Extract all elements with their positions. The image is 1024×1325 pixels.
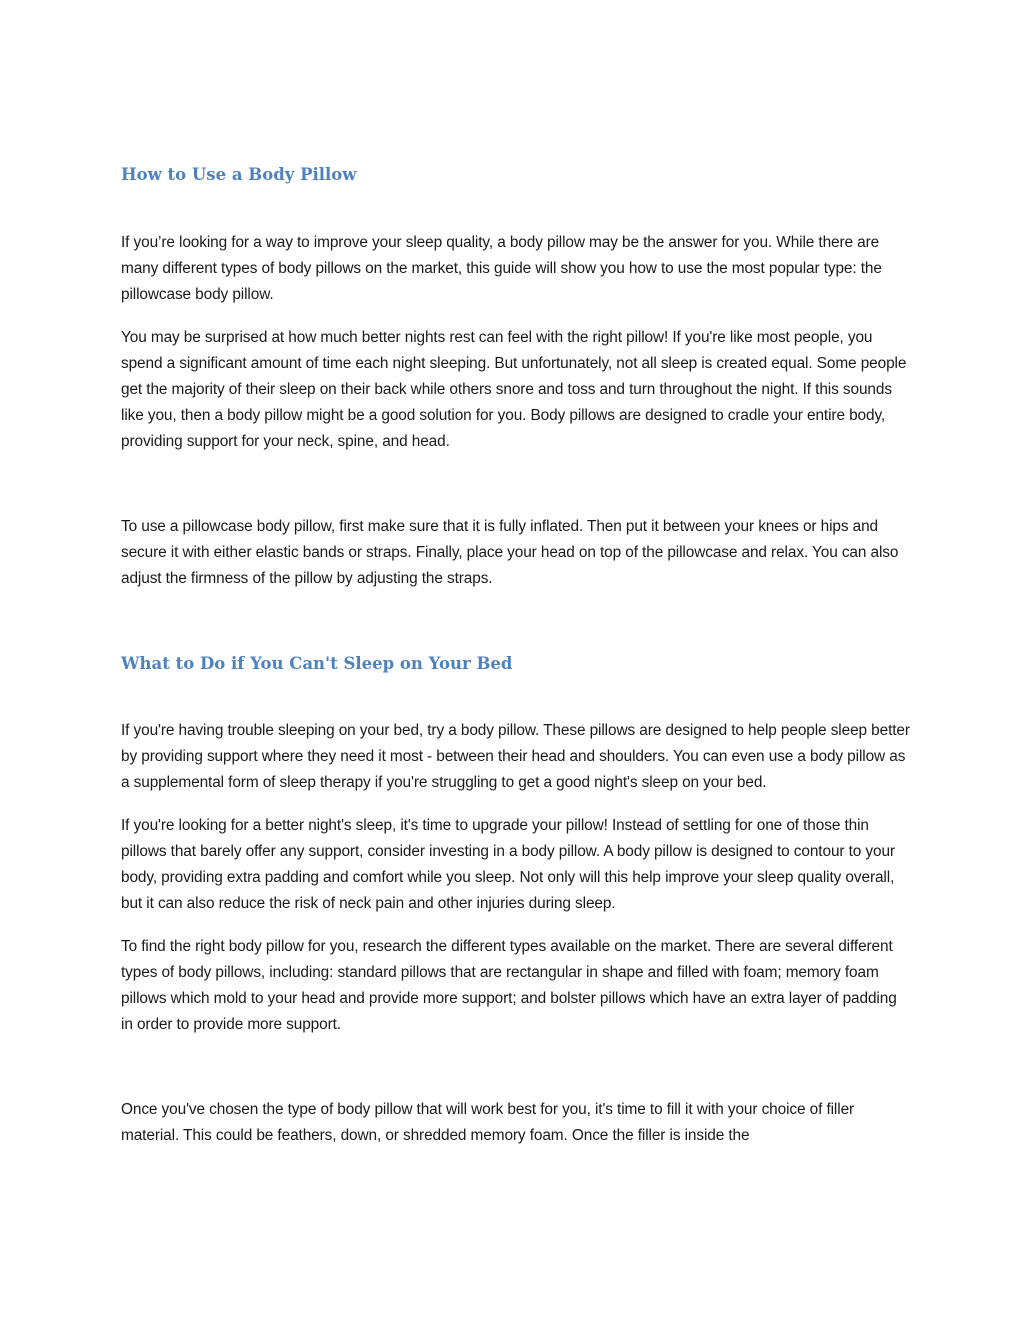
- document-body: [121, 160, 911, 1149]
- paragraph: If you're having trouble sleeping on your bed, try a body pillow. These pillows are designed to help people sleep better by providing support where they need it most - between their head and shoulders. You can even use a body pillow as a supplemental form of sleep therapy if you're struggling to get a good night's sleep on your bed.: [121, 722, 910, 791]
- paragraph: To find the right body pillow for you, research the different types available on the market. There are several different types of body pillows, including: standard pillows that are rectangular in shape and filled with foam; memory foam pillows which mold to your head and provide more support; and bolster pillows which have an extra layer of padding in order to provide more support.: [121, 938, 897, 1033]
- paragraph: If you’re looking for a way to improve your sleep quality, a body pillow may be the answer for you. While there are many different types of body pillows on the market, this guide will show you how to use the most popular type: the pillowcase body pillow.: [121, 234, 882, 303]
- paragraph: If you're looking for a better night's sleep, it's time to upgrade your pillow! Instead of settling for one of those thin pillows that barely offer any support, consider investing in a body pillow. A body pillow is designed to contour to your body, providing extra padding and comfort while you sleep. Not only will this help improve your sleep quality overall, but it can also reduce the risk of neck pain and other injuries during sleep.: [121, 817, 895, 912]
- paragraph: You may be surprised at how much better nights rest can feel with the right pillow! If you're like most people, you spend a significant amount of time each night sleeping. But unfortunately, not all sleep is created equal. Some people get the majority of their sleep on their back while others snore and toss and turn throughout the night. If this sounds like you, then a body pillow might be a good solution for you. Body pillows are designed to cradle your entire body, providing support for your neck, spine, and head.: [121, 329, 907, 450]
- paragraph: Once you've chosen the type of body pillow that will work best for you, it's time to fill it with your choice of filler material. This could be feathers, down, or shredded memory foam. Once the filler is inside the: [121, 1101, 855, 1144]
- section-heading: What to Do if You Can't Sleep on Your Bed: [121, 654, 513, 673]
- paragraph: To use a pillowcase body pillow, first make sure that it is fully inflated. Then put it between your knees or hips and secure it with either elastic bands or straps. Finally, place your head on top of the pillowcase and relax. You can also adjust the firmness of the pillow by adjusting the straps.: [121, 518, 899, 587]
- section-heading: How to Use a Body Pillow: [121, 165, 357, 184]
